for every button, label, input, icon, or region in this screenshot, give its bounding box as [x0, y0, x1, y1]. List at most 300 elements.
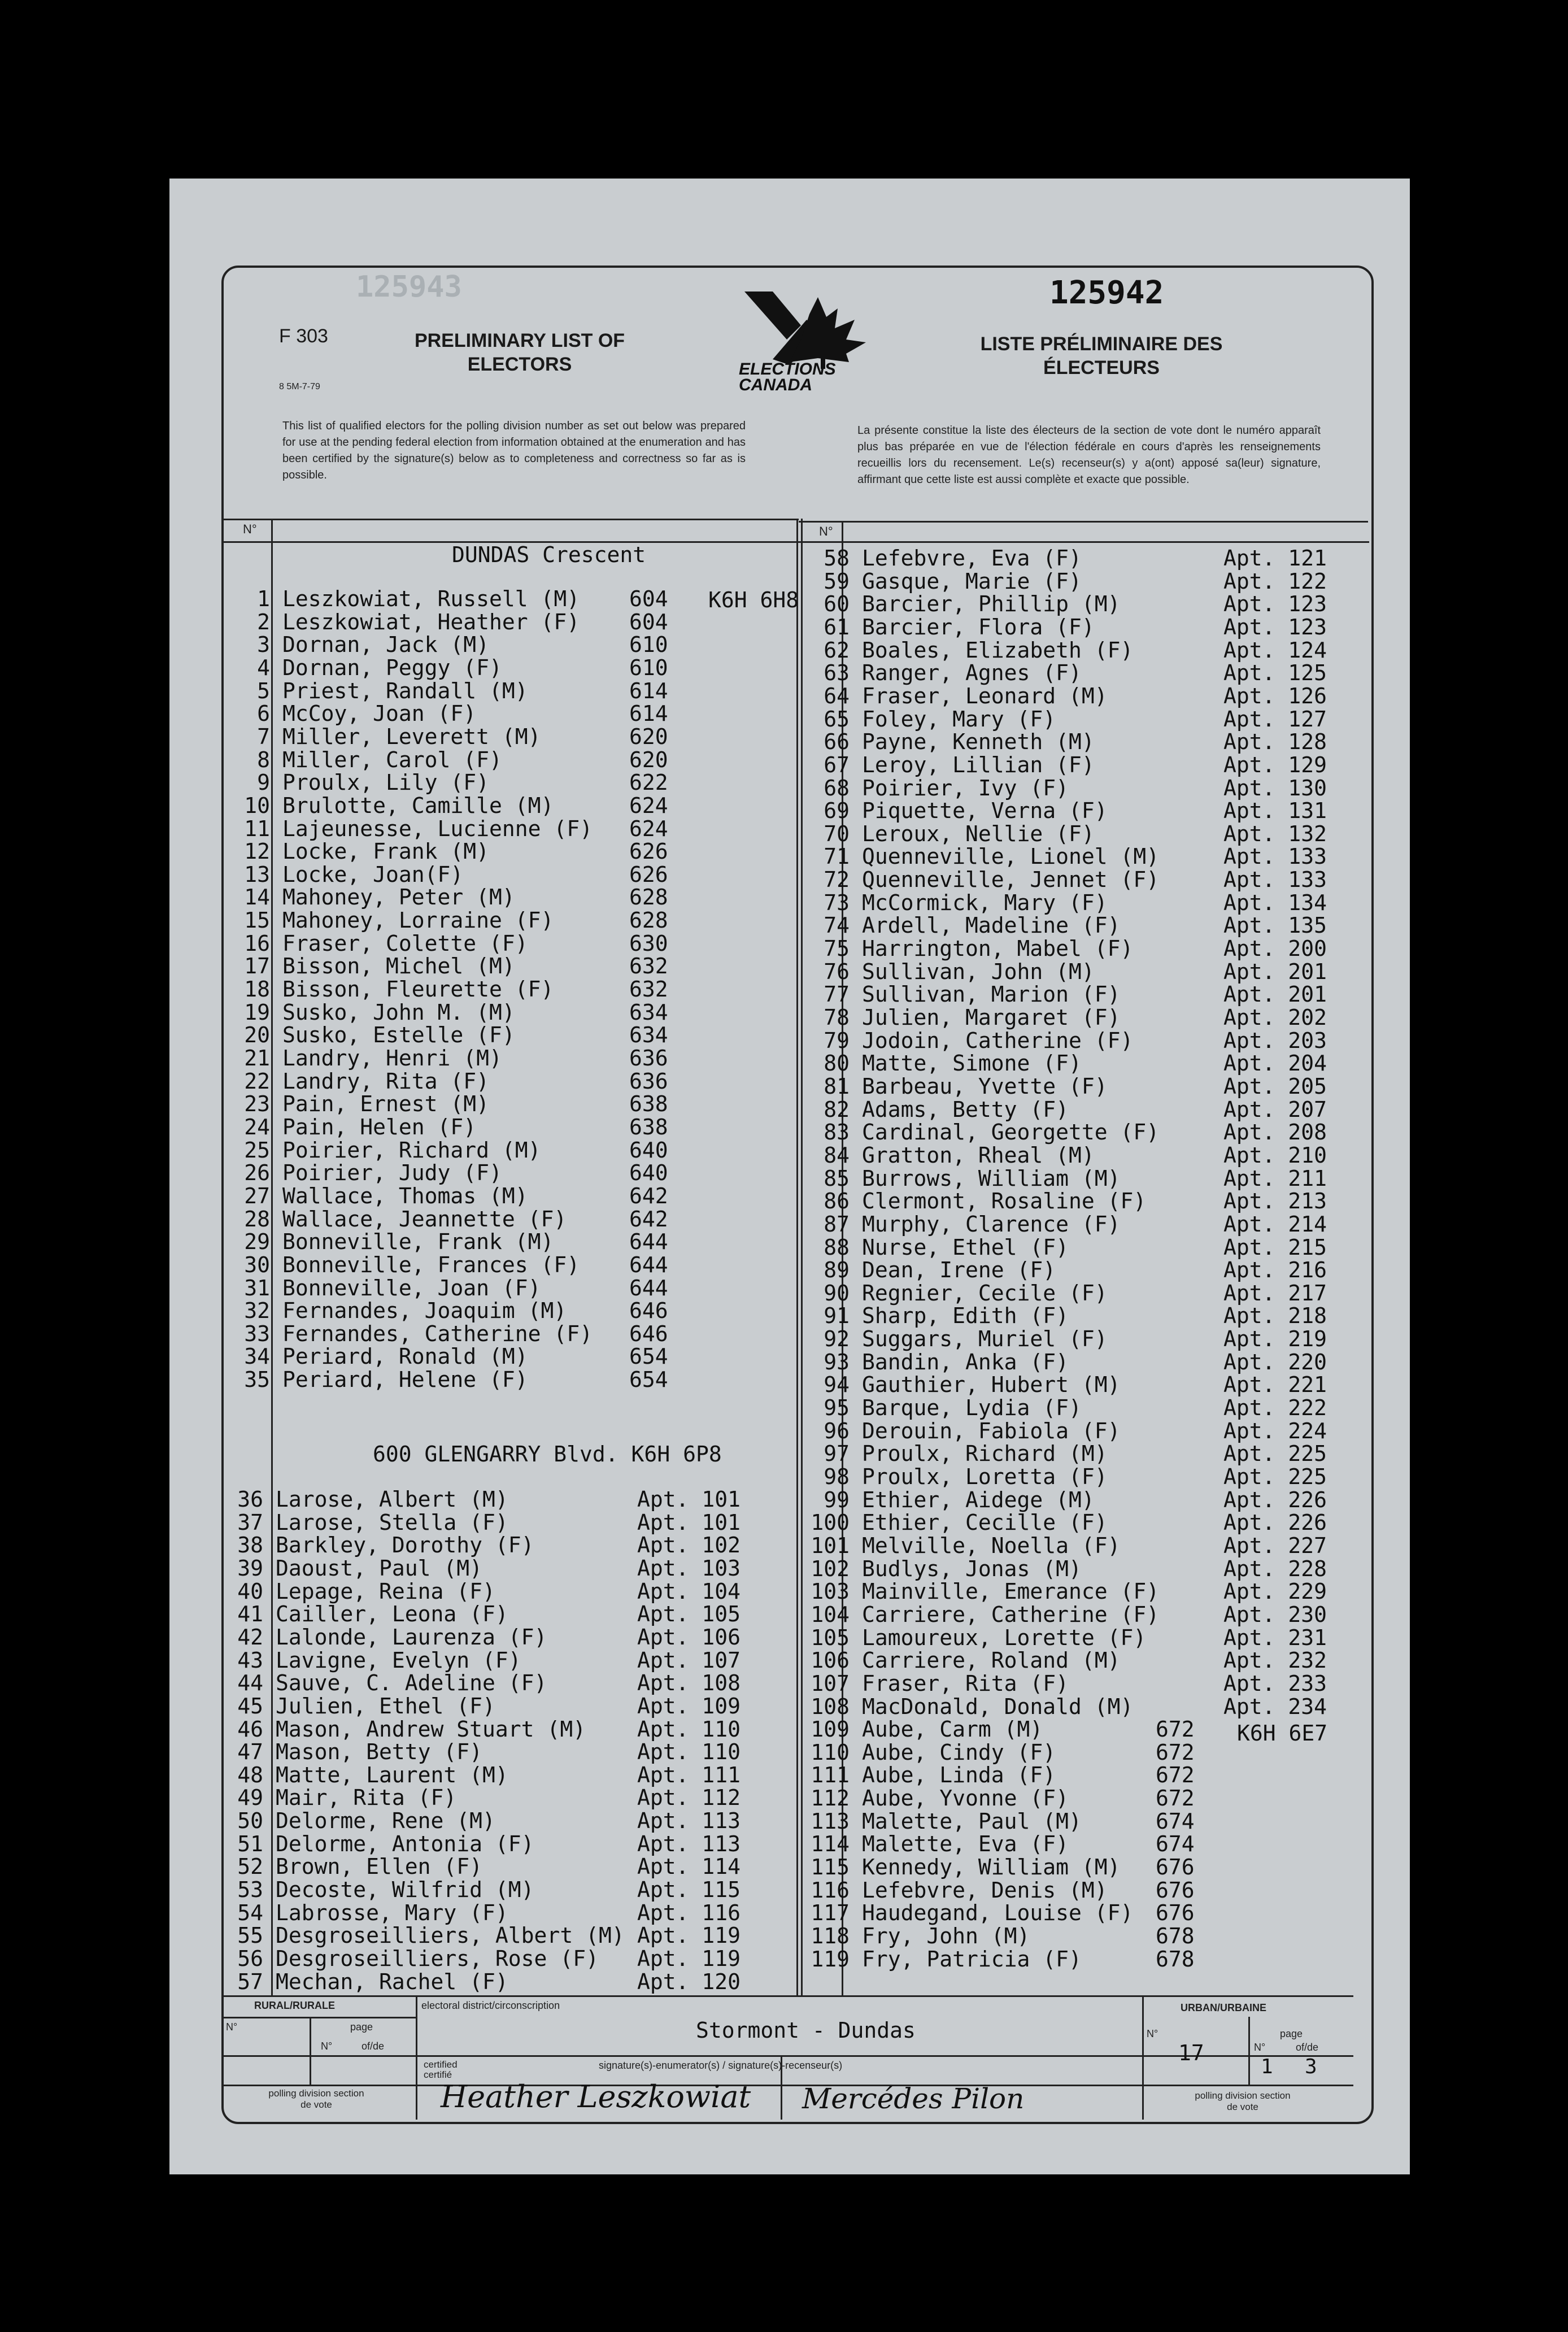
elector-name: Locke, Frank (M) [282, 839, 490, 864]
page-number: 1 [1261, 2055, 1273, 2078]
elector-name: Regnier, Cecile (F) [862, 1280, 1108, 1306]
elector-number: 33 [244, 1321, 270, 1346]
elector-name: Payne, Kenneth (M) [862, 729, 1095, 755]
elector-address: Apt. 112 [637, 1785, 741, 1811]
elector-name: Ranger, Agnes (F) [862, 660, 1082, 686]
elector-name: Landry, Rita (F) [282, 1068, 490, 1094]
elector-address: Apt. 234 [1223, 1694, 1327, 1719]
elector-number: 103 [811, 1579, 850, 1604]
elector-name: Miller, Carol (F) [282, 747, 502, 772]
elector-address: 610 [629, 655, 668, 680]
elector-address: 676 [1156, 1855, 1195, 1880]
district-label: electoral district/circonscription [421, 2000, 560, 2011]
elector-number: 99 [824, 1487, 850, 1512]
elector-address: Apt. 213 [1223, 1189, 1327, 1214]
elector-number: 85 [824, 1165, 850, 1191]
elector-address: Apt. 123 [1223, 614, 1327, 639]
elector-address: 674 [1156, 1831, 1195, 1857]
elector-name: Brown, Ellen (F) [276, 1854, 483, 1879]
elector-number: 95 [824, 1395, 850, 1421]
elector-number: 43 [237, 1647, 263, 1673]
elector-name: Haudegand, Louise (F) [862, 1900, 1134, 1926]
elector-number: 19 [244, 999, 270, 1025]
elector-number: 94 [824, 1372, 850, 1398]
elector-number: 63 [824, 660, 850, 686]
elector-name: Lavigne, Evelyn (F) [276, 1647, 521, 1673]
form-code: F 303 [279, 325, 328, 347]
elector-name: Proulx, Loretta (F) [862, 1464, 1108, 1489]
elector-name: Larose, Stella (F) [276, 1509, 508, 1535]
elector-number: 36 [237, 1487, 263, 1512]
elector-address: Apt. 132 [1223, 821, 1327, 846]
elector-number: 60 [824, 591, 850, 617]
elector-number: 67 [824, 752, 850, 777]
elector-address: Apt. 113 [637, 1808, 741, 1834]
elector-address: Apt. 126 [1223, 683, 1327, 708]
elector-number: 91 [824, 1303, 850, 1329]
elector-number: 98 [824, 1464, 850, 1489]
elector-address: 620 [629, 724, 668, 749]
elector-address: Apt. 208 [1223, 1120, 1327, 1145]
elector-address: 630 [629, 930, 668, 956]
elector-address: Apt. 103 [637, 1555, 741, 1581]
elector-address: 614 [629, 701, 668, 726]
elector-address: 632 [629, 977, 668, 1002]
elector-address: Apt. 205 [1223, 1073, 1327, 1099]
footer-divider-2 [310, 2017, 311, 2085]
elector-address: 644 [629, 1275, 668, 1300]
elector-address: 638 [629, 1114, 668, 1139]
table-top-rule-right [799, 521, 1368, 523]
elector-address: Apt. 114 [637, 1854, 741, 1879]
left-number-divider [271, 519, 273, 1996]
elector-address: Apt. 133 [1223, 867, 1327, 893]
elector-address: 674 [1156, 1808, 1195, 1834]
elector-name: Sullivan, Marion (F) [862, 982, 1121, 1007]
elector-name: Lefebvre, Denis (M) [862, 1877, 1108, 1903]
elector-name: Julien, Margaret (F) [862, 1005, 1121, 1030]
elector-number: 47 [237, 1739, 263, 1765]
elector-name: Piquette, Verna (F) [862, 798, 1108, 824]
elector-number: 4 [257, 655, 270, 680]
elector-name: Desgroseilliers, Albert (M) [276, 1923, 625, 1948]
elector-address: Apt. 122 [1223, 568, 1327, 594]
elector-address: Apt. 222 [1223, 1395, 1327, 1421]
elector-number: 102 [811, 1556, 850, 1581]
elector-name: Delorme, Rene (M) [276, 1808, 495, 1834]
elector-address: Apt. 105 [637, 1602, 741, 1627]
elector-address: Apt. 201 [1223, 982, 1327, 1007]
elector-number: 65 [824, 706, 850, 732]
elector-number: 10 [244, 793, 270, 818]
elector-address: Apt. 115 [637, 1877, 741, 1903]
elector-number: 16 [244, 930, 270, 956]
elector-name: Susko, Estelle (F) [282, 1023, 515, 1048]
elector-name: Lamoureux, Lorette (F) [862, 1625, 1147, 1650]
elector-number: 7 [257, 724, 270, 749]
elector-address: Apt. 200 [1223, 936, 1327, 961]
elector-number: 105 [811, 1625, 850, 1650]
elector-number: 39 [237, 1555, 263, 1581]
table-top-rule [224, 519, 799, 520]
elector-number: 56 [237, 1946, 263, 1971]
elector-number: 114 [811, 1831, 850, 1857]
elector-number: 92 [824, 1326, 850, 1352]
elector-address: 642 [629, 1206, 668, 1232]
page-total: 3 [1305, 2055, 1317, 2078]
elector-name: Miller, Leverett (M) [282, 724, 541, 749]
elector-name: Budlys, Jonas (M) [862, 1556, 1082, 1581]
elector-name: Poirier, Richard (M) [282, 1137, 541, 1163]
district-value: Stormont - Dundas [696, 2018, 916, 2043]
elector-address: Apt. 109 [637, 1693, 741, 1718]
elector-name: Harrington, Mabel (F) [862, 936, 1134, 961]
elector-number: 77 [824, 982, 850, 1007]
elector-number: 93 [824, 1349, 850, 1374]
elector-name: Fry, John (M) [862, 1924, 1030, 1948]
elector-address: 628 [629, 908, 668, 933]
elector-address: 614 [629, 678, 668, 703]
elector-address: Apt. 229 [1223, 1579, 1327, 1604]
signature-label: signature(s)-enumerator(s) / signature(s)-recenseur(s) [599, 2060, 843, 2071]
elector-address: Apt. 204 [1223, 1051, 1327, 1076]
elector-address: Apt. 108 [637, 1670, 741, 1696]
elector-name: Fraser, Leonard (M) [862, 683, 1108, 708]
elector-number: 2 [257, 609, 270, 634]
elector-address: Apt. 231 [1223, 1625, 1327, 1650]
elector-address: Apt. 124 [1223, 637, 1327, 663]
elector-name: Daoust, Paul (M) [276, 1555, 483, 1581]
center-divider [796, 519, 798, 1996]
elector-number: 88 [824, 1234, 850, 1260]
elector-number: 1 [257, 586, 270, 611]
elector-number: 12 [244, 839, 270, 864]
elector-name: Cailler, Leona (F) [276, 1602, 508, 1627]
elector-name: Mainville, Emerance (F) [862, 1579, 1160, 1604]
signature-enumerator-2: Mercédes Pilon [802, 2082, 1025, 2115]
elector-address: Apt. 219 [1223, 1326, 1327, 1352]
elector-address: Apt. 119 [637, 1946, 741, 1971]
elector-address: Apt. 120 [637, 1969, 741, 1994]
elector-address: 626 [629, 862, 668, 887]
elector-name: Quenneville, Lionel (M) [862, 844, 1160, 869]
elector-number: 55 [237, 1923, 263, 1948]
elector-name: Brulotte, Camille (M) [282, 793, 554, 818]
elector-number: 49 [237, 1785, 263, 1811]
elector-name: Mahoney, Lorraine (F) [282, 908, 554, 933]
elector-name: Bonneville, Joan (F) [282, 1275, 541, 1300]
elector-name: Sauve, C. Adeline (F) [276, 1670, 547, 1696]
elector-number: 11 [244, 816, 270, 841]
elector-name: Barkley, Dorothy (F) [276, 1533, 534, 1558]
elector-address: 642 [629, 1183, 668, 1208]
elector-address: 676 [1156, 1877, 1195, 1903]
elector-name: Landry, Henri (M) [282, 1046, 502, 1071]
elector-address: 644 [629, 1229, 668, 1255]
elector-name: Jodoin, Catherine (F) [862, 1028, 1134, 1053]
elector-name: Adams, Betty (F) [862, 1097, 1069, 1122]
elector-name: Proulx, Richard (M) [862, 1441, 1108, 1467]
elector-number: 35 [244, 1367, 270, 1393]
elector-number: 53 [237, 1877, 263, 1903]
elector-name: Gauthier, Hubert (M) [862, 1372, 1121, 1398]
elector-number: 96 [824, 1418, 850, 1443]
elector-address: 676 [1156, 1900, 1195, 1926]
elector-name: Foley, Mary (F) [862, 706, 1056, 732]
elector-number: 29 [244, 1229, 270, 1255]
elector-number: 32 [244, 1298, 270, 1324]
logo-text: ELECTIONS CANADA [739, 360, 836, 394]
elector-name: Larose, Albert (M) [276, 1487, 508, 1512]
elector-name: Lajeunesse, Lucienne (F) [282, 816, 593, 841]
elector-name: Leszkowiat, Heather (F) [282, 609, 580, 634]
elector-address: Apt. 226 [1223, 1487, 1327, 1512]
elector-number: 73 [824, 890, 850, 915]
elector-number: 117 [811, 1900, 850, 1926]
elector-number: 74 [824, 913, 850, 938]
elector-name: Bonneville, Frank (M) [282, 1229, 554, 1255]
elector-address: 628 [629, 885, 668, 910]
elector-address: 646 [629, 1321, 668, 1346]
elector-name: Bandin, Anka (F) [862, 1349, 1069, 1374]
urban-no-label: N° [1147, 2028, 1158, 2039]
elector-name: Malette, Paul (M) [862, 1808, 1082, 1834]
rural-of-label: of/de [361, 2040, 385, 2052]
street-heading-glengarry: 600 GLENGARRY Blvd. K6H 6P8 [373, 1442, 722, 1467]
elector-address: Apt. 123 [1223, 591, 1327, 617]
elector-name: Mechan, Rachel (F) [276, 1969, 508, 1994]
elector-address: Apt. 102 [637, 1533, 741, 1558]
signature-enumerator-1: Heather Leszkowiat [441, 2079, 751, 2115]
elector-name: Barcier, Flora (F) [862, 614, 1095, 639]
elector-name: Matte, Laurent (M) [276, 1762, 508, 1787]
elector-address: Apt. 225 [1223, 1464, 1327, 1489]
elector-number: 69 [824, 798, 850, 824]
elector-number: 17 [244, 954, 270, 979]
elector-number: 106 [811, 1648, 850, 1673]
elector-name: Poirier, Judy (F) [282, 1160, 502, 1186]
elector-name: Labrosse, Mary (F) [276, 1900, 508, 1925]
elector-number: 18 [244, 977, 270, 1002]
elector-name: Pain, Helen (F) [282, 1114, 477, 1139]
elector-address: Apt. 127 [1223, 706, 1327, 732]
street-heading-dundas: DUNDAS Crescent [452, 542, 646, 567]
elector-address: Apt. 134 [1223, 890, 1327, 915]
elector-number: 23 [244, 1091, 270, 1117]
elector-name: Carriere, Catherine (F) [862, 1602, 1160, 1627]
elector-name: Proulx, Lily (F) [282, 770, 490, 795]
elector-address: Apt. 218 [1223, 1303, 1327, 1329]
elector-address: 672 [1156, 1786, 1195, 1811]
rural-page-label: page [350, 2021, 373, 2033]
elector-number: 107 [811, 1670, 850, 1696]
elector-address: Apt. 217 [1223, 1280, 1327, 1306]
elector-number: 86 [824, 1189, 850, 1214]
elector-address: 622 [629, 770, 668, 795]
title-english: PRELIMINARY LIST OF ELECTORS [414, 330, 625, 375]
elector-number: 64 [824, 683, 850, 708]
elector-number: 41 [237, 1602, 263, 1627]
elector-number: 22 [244, 1068, 270, 1094]
elector-address: Apt. 211 [1223, 1165, 1327, 1191]
elector-number: 111 [811, 1763, 850, 1788]
elector-address: Apt. 131 [1223, 798, 1327, 824]
elector-name: Bisson, Michel (M) [282, 954, 515, 979]
elector-name: Matte, Simone (F) [862, 1051, 1082, 1076]
elector-address: 604 [629, 609, 668, 634]
elector-name: Poirier, Ivy (F) [862, 775, 1069, 800]
elector-address: 646 [629, 1298, 668, 1324]
elector-address: 634 [629, 999, 668, 1025]
elector-address: 654 [629, 1367, 668, 1393]
elector-number: 118 [811, 1924, 850, 1948]
elector-number: 66 [824, 729, 850, 755]
elector-number: 40 [237, 1578, 263, 1604]
elector-address: Apt. 116 [637, 1900, 741, 1925]
elector-name: Periard, Ronald (M) [282, 1344, 528, 1369]
elector-name: Mason, Betty (F) [276, 1739, 483, 1765]
elector-name: Cardinal, Georgette (F) [862, 1120, 1160, 1145]
elector-number: 115 [811, 1855, 850, 1880]
elector-number: 110 [811, 1739, 850, 1765]
elector-name: Sullivan, John (M) [862, 959, 1095, 984]
elector-number: 61 [824, 614, 850, 639]
elector-number: 8 [257, 747, 270, 772]
elector-number: 6 [257, 701, 270, 726]
urban-no-label-2: N° [1254, 2042, 1266, 2053]
footer-rule-4 [224, 2085, 1353, 2086]
urban-of-label: of/de [1296, 2042, 1319, 2053]
elector-number: 101 [811, 1533, 850, 1558]
elector-name: Gratton, Rheal (M) [862, 1142, 1095, 1168]
elector-address: 644 [629, 1252, 668, 1277]
footer-divider-4 [1248, 2017, 1250, 2085]
elector-name: Desgroseilliers, Rose (F) [276, 1946, 599, 1971]
elector-address: Apt. 113 [637, 1831, 741, 1856]
elector-number: 108 [811, 1694, 850, 1719]
elector-number: 44 [237, 1670, 263, 1696]
elector-number: 83 [824, 1120, 850, 1145]
elector-number: 57 [237, 1969, 263, 1994]
elector-number: 48 [237, 1762, 263, 1787]
postal-code-aube: K6H 6E7 [1237, 1721, 1328, 1746]
elector-number: 72 [824, 867, 850, 893]
intro-french: La présente constitue la liste des électeurs de la section de vote dont le numéro apparaît plus bas préparée en vue de l'élection fédérale en cours d'après les renseignements recueillis lors du recensement. Le(s) recenseur(s) y a(ont) apposé sa(leur) signature, affirmant que cette liste est aussi complète et exacte que possible. [857, 424, 1321, 486]
elector-number: 116 [811, 1877, 850, 1903]
elector-name: Dean, Irene (F) [862, 1258, 1056, 1283]
elector-number: 75 [824, 936, 850, 961]
elector-number: 51 [237, 1831, 263, 1856]
elector-name: Melville, Noella (F) [862, 1533, 1121, 1558]
elector-number: 76 [824, 959, 850, 984]
elector-address: 636 [629, 1068, 668, 1094]
elector-address: Apt. 110 [637, 1739, 741, 1765]
elector-number: 109 [811, 1717, 850, 1742]
elector-number: 112 [811, 1786, 850, 1811]
elector-address: Apt. 203 [1223, 1028, 1327, 1053]
elector-name: Periard, Helene (F) [282, 1367, 528, 1393]
elector-name: Bonneville, Frances (F) [282, 1252, 580, 1277]
elector-number: 46 [237, 1716, 263, 1742]
elector-address: Apt. 220 [1223, 1349, 1327, 1374]
elector-name: MacDonald, Donald (M) [862, 1694, 1134, 1719]
elector-name: Lalonde, Laurenza (F) [276, 1624, 547, 1650]
elector-name: Priest, Randall (M) [282, 678, 528, 703]
elector-address: Apt. 233 [1223, 1670, 1327, 1696]
elector-number: 84 [824, 1142, 850, 1168]
elector-address: Apt. 104 [637, 1578, 741, 1604]
elector-number: 27 [244, 1183, 270, 1208]
elector-address: 672 [1156, 1739, 1195, 1765]
elector-name: Ethier, Cecille (F) [862, 1510, 1108, 1535]
elector-address: 678 [1156, 1946, 1195, 1972]
rural-polling-label: polling division section de vote [268, 2088, 364, 2110]
elector-number: 54 [237, 1900, 263, 1925]
elector-address: 624 [629, 816, 668, 841]
elector-number: 89 [824, 1258, 850, 1283]
elector-number: 81 [824, 1073, 850, 1099]
elector-address: 626 [629, 839, 668, 864]
elector-name: Boales, Elizabeth (F) [862, 637, 1134, 663]
elector-number: 3 [257, 632, 270, 658]
elector-name: Mahoney, Peter (M) [282, 885, 515, 910]
elector-number: 26 [244, 1160, 270, 1186]
footer-divider-1 [416, 1995, 417, 2120]
elector-address: 654 [629, 1344, 668, 1369]
elector-number: 78 [824, 1005, 850, 1030]
elector-number: 71 [824, 844, 850, 869]
elector-name: Kennedy, William (M) [862, 1855, 1121, 1880]
elector-name: Ardell, Madeline (F) [862, 913, 1121, 938]
rural-no-label-2: N° [321, 2040, 333, 2052]
urban-label: URBAN/URBAINE [1181, 2002, 1266, 2013]
elector-name: Wallace, Thomas (M) [282, 1183, 528, 1208]
urban-page-label: page [1280, 2028, 1303, 2039]
elector-address: Apt. 119 [637, 1923, 741, 1948]
elector-address: Apt. 214 [1223, 1211, 1327, 1237]
elector-address: 620 [629, 747, 668, 772]
elector-address: Apt. 135 [1223, 913, 1327, 938]
elector-name: Barbeau, Yvette (F) [862, 1073, 1108, 1099]
elector-address: 636 [629, 1046, 668, 1071]
footer-divider-3 [1142, 1995, 1144, 2120]
elector-number: 97 [824, 1441, 850, 1467]
elector-name: Lepage, Reina (F) [276, 1578, 495, 1604]
elector-name: Fry, Patricia (F) [862, 1946, 1082, 1972]
elector-address: 634 [629, 1023, 668, 1048]
elector-number: 42 [237, 1624, 263, 1650]
elector-name: Aube, Cindy (F) [862, 1739, 1056, 1765]
elector-name: Malette, Eva (F) [862, 1831, 1069, 1857]
elector-address: Apt. 111 [637, 1762, 741, 1787]
elector-address: Apt. 133 [1223, 844, 1327, 869]
elector-name: Decoste, Wilfrid (M) [276, 1877, 534, 1903]
elector-name: Fernandes, Catherine (F) [282, 1321, 593, 1346]
elector-number: 9 [257, 770, 270, 795]
elector-name: Delorme, Antonia (F) [276, 1831, 534, 1856]
column-no-header-right: N° [819, 524, 833, 538]
elector-address: 672 [1156, 1717, 1195, 1742]
elector-number: 113 [811, 1808, 850, 1834]
elector-number: 82 [824, 1097, 850, 1122]
elector-name: Quenneville, Jennet (F) [862, 867, 1160, 893]
elector-name: McCormick, Mary (F) [862, 890, 1108, 915]
elector-name: Gasque, Marie (F) [862, 568, 1082, 594]
elector-number: 13 [244, 862, 270, 887]
elector-address: Apt. 129 [1223, 752, 1327, 777]
elector-name: Fraser, Colette (F) [282, 930, 528, 956]
elector-name: Sharp, Edith (F) [862, 1303, 1069, 1329]
